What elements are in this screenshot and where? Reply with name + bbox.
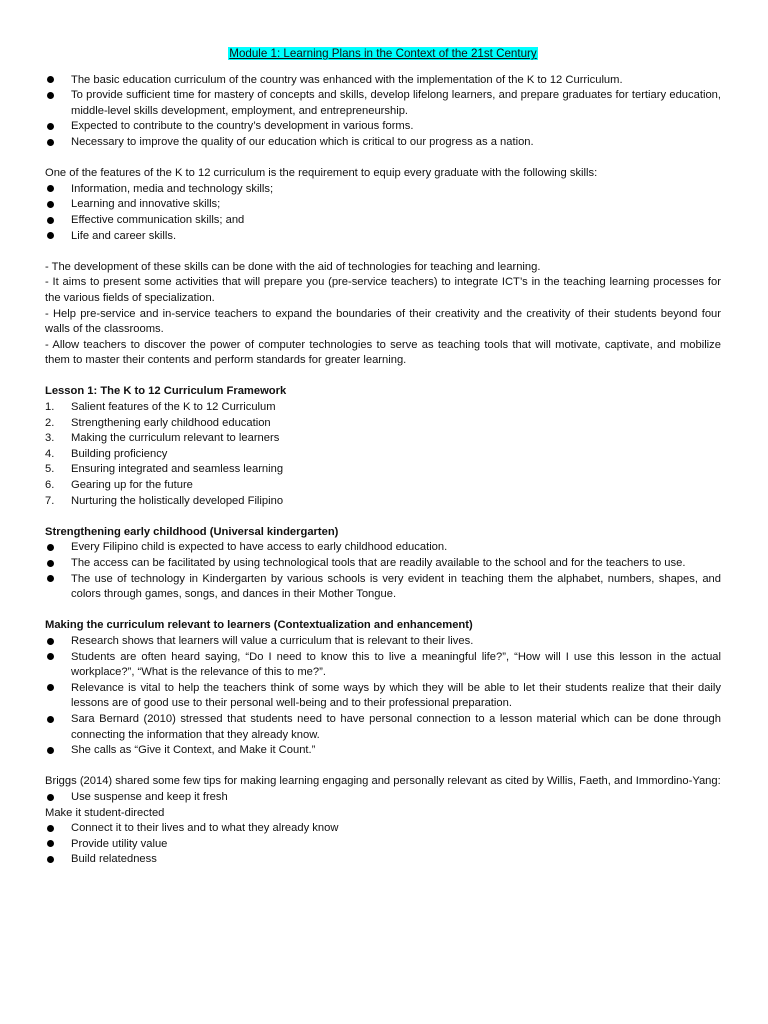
list-item: Expected to contribute to the country’s development in various forms.: [45, 119, 721, 135]
list-item: Research shows that learners will value a curriculum that is relevant to their lives.: [45, 634, 721, 650]
list-item: Necessary to improve the quality of our education which is critical to our progress as a nation.: [45, 135, 721, 151]
briggs-list-first: [45, 790, 721, 806]
item-text: Ensuring integrated and seamless learning: [71, 463, 284, 476]
list-item: [45, 400, 721, 416]
spacer: [45, 369, 721, 385]
skills-intro: One of the features of the K to 12 curriculum is the requirement to equip every graduate with the following skills:: [45, 167, 598, 180]
dash-paragraph: - The development of these skills can be done with the aid of technologies for teaching and learning.: [45, 260, 541, 273]
list-item: [45, 478, 721, 494]
module-title: Module 1: Learning Plans in the Context of the 21st Century: [229, 47, 537, 60]
list-item: Every Filipino child is expected to have access to early childhood education.: [45, 540, 721, 556]
list-item: Sara Bernard (2010) stressed that students need to have personal connection to a lesson material which can be done through connecting the information that they already know.: [45, 712, 721, 743]
skills-list: [45, 182, 721, 244]
item-text: Salient features of the K to 12 Curriculum: [71, 401, 276, 414]
list-item: Connect it to their lives and to what they already know: [45, 821, 721, 837]
item-number: 7.: [45, 494, 55, 507]
briggs-plain-line: Make it student-directed: [45, 806, 165, 819]
spacer: [45, 151, 721, 167]
lesson1-heading: Lesson 1: The K to 12 Curriculum Framework: [45, 385, 287, 398]
list-item: Relevance is vital to help the teachers think of some ways by which they will be able to let their students realize that their daily lessons are of good use to their personal well-being and to their professional preparation.: [45, 681, 721, 712]
dash-paragraph: - Help pre-service and in-service teachers to expand the boundaries of their creativity and the creativity of their students beyond four walls of the classrooms.: [45, 307, 721, 336]
list-item: Learning and innovative skills;: [45, 197, 721, 213]
relevance-list: [45, 634, 721, 759]
list-item: [45, 494, 721, 510]
item-number: 3.: [45, 432, 55, 445]
list-item: To provide sufficient time for mastery of concepts and skills, develop lifelong learners, and prepare graduates for tertiary education, middle-level skills development, employment, and entrepreneurship.: [45, 88, 721, 119]
list-item: Information, media and technology skills;: [45, 182, 721, 198]
list-item: [45, 416, 721, 432]
item-number: 2.: [45, 416, 55, 429]
dash-paragraph: - Allow teachers to discover the power of computer technologies to serve as teaching tools that will motivate, captivate, and mobilize them to master their contents and perform standards for greater learning.: [45, 338, 721, 367]
item-text: Making the curriculum relevant to learners: [71, 432, 280, 445]
item-number: 6.: [45, 479, 55, 492]
item-text: Building proficiency: [71, 447, 168, 460]
document-body: [45, 46, 721, 868]
briggs-list: [45, 821, 721, 868]
item-text: Nurturing the holistically developed Filipino: [71, 494, 284, 507]
list-item: The basic education curriculum of the country was enhanced with the implementation of the K to 12 Curriculum.: [45, 73, 721, 89]
list-item: Use suspense and keep it fresh: [45, 790, 721, 806]
list-item: She calls as “Give it Context, and Make it Count.”: [45, 743, 721, 759]
spacer: [45, 603, 721, 619]
intro-bullet-list: [45, 73, 721, 151]
list-item: Build relatedness: [45, 852, 721, 868]
list-item: [45, 431, 721, 447]
dash-paragraph: - It aims to present some activities that will prepare you (pre-service teachers) to integrate ICT’s in the teaching learning processes for the various fields of specialization.: [45, 276, 721, 304]
list-item: Students are often heard saying, “Do I need to know this to live a meaningful life?”, “How will I use this lesson in the actual workplace?”, “What is the relevance of this to me?”.: [45, 650, 721, 681]
early-childhood-list: [45, 540, 721, 602]
list-item: Effective communication skills; and: [45, 213, 721, 229]
spacer: [45, 509, 721, 525]
list-item: [45, 462, 721, 478]
list-item: [45, 447, 721, 463]
title-row: [45, 46, 721, 63]
lesson1-numbered-list: [45, 400, 721, 509]
spacer: [45, 759, 721, 775]
relevance-heading: Making the curriculum relevant to learners (Contextualization and enhancement): [45, 619, 473, 632]
list-item: The access can be facilitated by using technological tools that are readily available to the school and for the teachers to use.: [45, 556, 721, 572]
early-childhood-heading: Strengthening early childhood (Universal kindergarten): [45, 525, 339, 538]
list-item: Life and career skills.: [45, 229, 721, 245]
spacer: [45, 244, 721, 260]
list-item: The use of technology in Kindergarten by various schools is very evident in teaching them the alphabet, numbers, shapes, and colors through games, songs, and dances in their Mother Tongue.: [45, 572, 721, 603]
list-item: Provide utility value: [45, 837, 721, 853]
item-number: 1.: [45, 401, 55, 414]
item-number: 4.: [45, 447, 55, 460]
item-text: Strengthening early childhood education: [71, 416, 271, 429]
briggs-paragraph: Briggs (2014) shared some few tips for making learning engaging and personally relevant as cited by Willis, Faeth, and Immordino-Yang:: [45, 775, 721, 788]
item-number: 5.: [45, 463, 55, 476]
item-text: Gearing up for the future: [71, 479, 193, 492]
